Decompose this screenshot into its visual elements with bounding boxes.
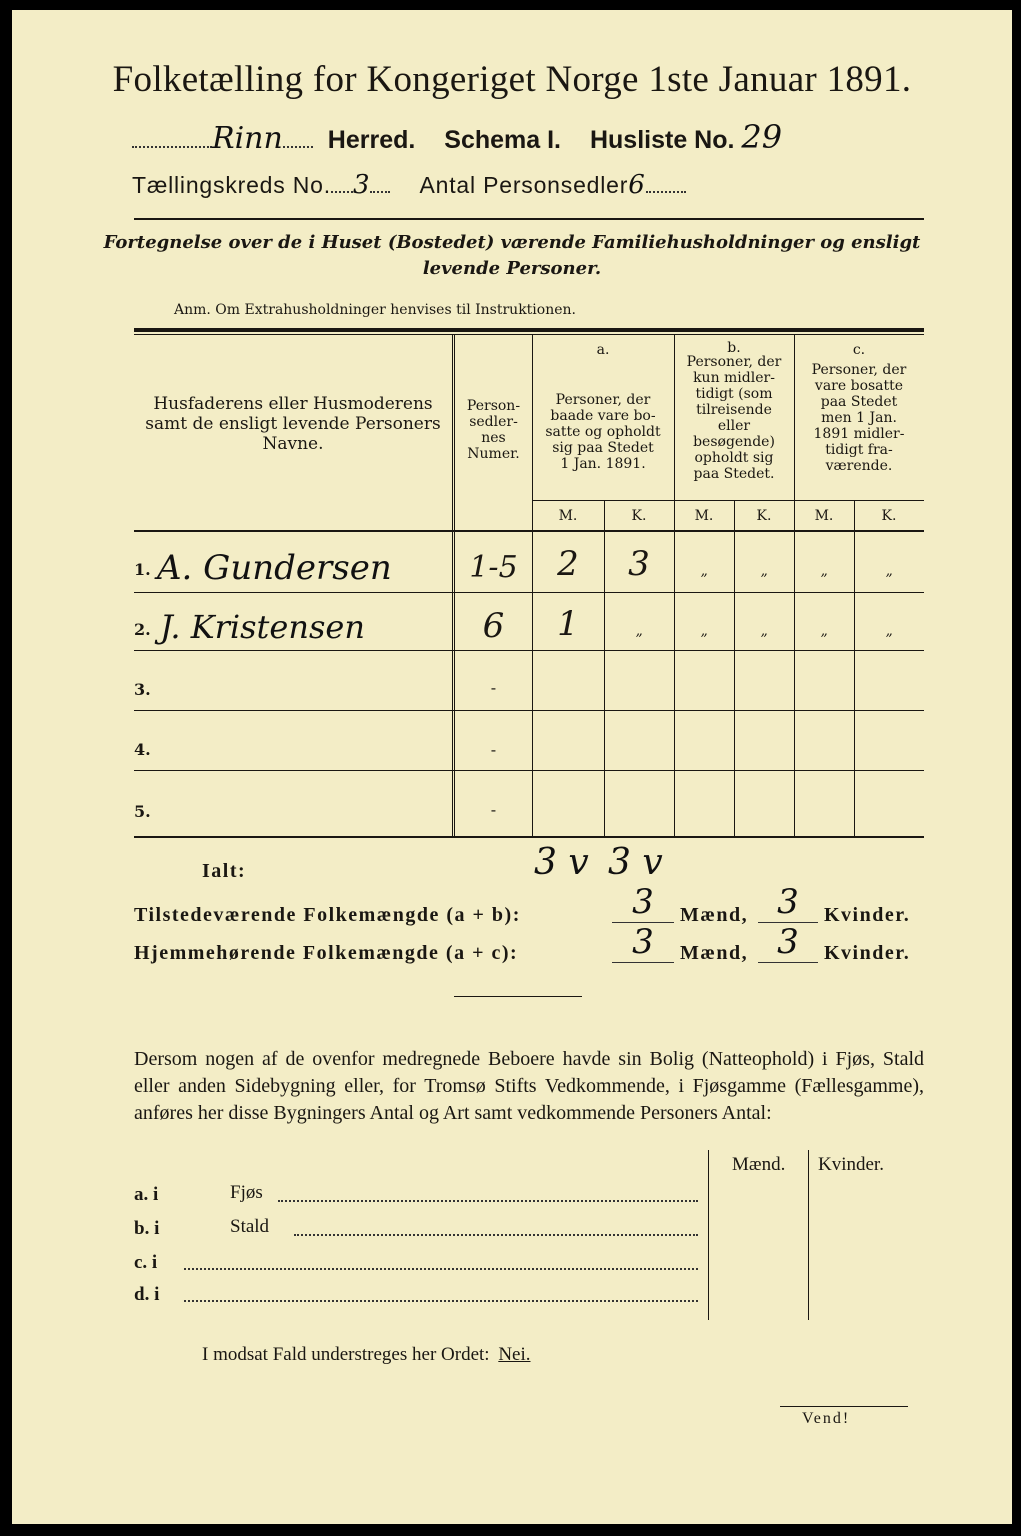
row-1-c-k: ” [885,572,893,588]
ialt-k: 3 v [608,842,663,883]
nei-word: Nei. [498,1344,531,1365]
buildings-col-kvinder: Kvinder. [818,1154,884,1175]
building-b-letter: b. i [134,1218,160,1239]
col-a-letter: a. [596,342,610,358]
antal-label: Antal Personsedler [419,172,629,198]
table-bottom [134,836,924,838]
buildings-paragraph: Dersom nogen af de ovenfor medregnede Beboere havde sin Bolig (Natteophold) i Fjøs, Stald eller anden Sidebygning eller, for Tromsø Stifts Vedkommende, i Fjøsgamme (Fællesgamme), anføres her disse Bygningers Antal og Art samt vedkommende Personers Antal: [134,1048,924,1124]
col-b-letter: b. [727,340,741,356]
row-1-name: A. Gundersen [157,548,392,588]
row-1-a-m: 2 [557,544,579,584]
tilstede-label: Tilstedeværende Folkemængde (a + b): [134,904,521,926]
row-3-numer: - [490,678,497,697]
row-2-numer: 6 [482,606,505,646]
row-2-a-m: 1 [557,604,579,644]
intro-note: Anm. Om Extrahusholdninger henvises til Instruktionen. [174,302,576,318]
kreds-value: 3 [352,170,371,200]
intro-line-2: levende Personer. [422,258,602,279]
col-header-a: Personer, der baade vare bo- satte og opholdt sig paa Stedet 1 Jan. 1891. [545,392,661,472]
row-1-b-m: ” [700,572,708,588]
row-3-num: 3. [134,680,151,699]
col-header-b: Personer, der kun midler- tidigt (som tilreisende eller besøgende) opholdt sig paa Stedet. [686,354,782,482]
col-a-k: K. [631,508,647,524]
table-header-bottom [134,530,924,532]
form-title: Folketælling for Kongeriget Norge 1ste Januar 1891. [112,59,912,100]
row-2-c-m: ” [820,632,828,648]
building-d-letter: d. i [134,1284,160,1305]
row-2-num: 2. [134,620,151,639]
building-c-letter: c. i [134,1252,158,1273]
row-1-num: 1. [134,560,151,579]
tilstede-m: 3 [612,882,674,923]
kreds-label: Tællingskreds No. [132,172,331,198]
row-1-numer: 1-5 [469,550,518,585]
tilstede-k: 3 [758,882,818,923]
row-2-c-k: ” [885,632,893,648]
vend-label: Vend! [802,1410,851,1427]
col-b-m: M. [694,508,714,524]
hjemme-k: 3 [758,922,818,963]
building-a-letter: a. i [134,1184,159,1205]
col-header-c: Personer, der vare bosatte paa Stedet men 1 Jan. 1891 midler- tidigt fra- værende. [811,362,907,474]
schema-label: Schema I. [444,126,562,154]
nei-sentence: I modsat Fald understreges her Ordet: [202,1344,490,1365]
building-a-label: Fjøs [230,1182,263,1203]
row-4-num: 4. [134,740,151,759]
col-header-names: Husfaderens eller Husmoderens samt de ensligt levende Personers Navne. [145,394,441,454]
row-2-a-k: ” [635,632,643,648]
col-a-m: M. [558,508,578,524]
header-line-2 [132,118,932,156]
husliste-label: Husliste No. [589,126,735,154]
hjemme-label: Hjemmehørende Folkemængde (a + c): [134,942,519,964]
row-1-c-m: ” [820,572,828,588]
building-b-label: Stald [230,1216,270,1237]
col-b-k: K. [756,508,772,524]
table-top-rule [134,328,924,332]
row-2-b-m: ” [700,632,708,648]
hjemme-maend: Mænd, [680,942,749,964]
row-2-name: J. Kristensen [160,608,365,646]
ialt-m: 3 v [534,842,589,883]
col-c-letter: c. [852,342,866,358]
row-5-num: 5. [134,802,151,821]
herred-value: Rinn [212,121,283,156]
buildings-col-maend: Mænd. [732,1154,786,1175]
ialt-label: Ialt: [202,860,247,882]
col-c-k: K. [881,508,897,524]
row-1-b-k: ” [760,572,768,588]
tilstede-kvinder: Kvinder. [824,904,911,926]
col-header-numer: Person- sedler- nes Numer. [466,398,521,462]
hjemme-m: 3 [612,922,674,963]
divider [134,218,924,220]
herred-label: Herred. [327,126,416,154]
row-5-numer: - [490,800,497,819]
tilstede-maend: Mænd, [680,904,749,926]
antal-value: 6 [628,170,646,200]
row-1-a-k: 3 [628,544,650,584]
census-form [12,10,1012,1524]
short-divider [454,996,582,997]
row-4-numer: - [490,740,497,759]
hjemme-kvinder: Kvinder. [824,942,911,964]
header-line-3 [132,170,932,200]
intro-line-1: Fortegnelse over de i Huset (Bostedet) værende Familiehusholdninger og ensligt [103,232,921,253]
nei-text [202,1344,531,1366]
husliste-value: 29 [741,118,783,156]
row-2-b-k: ” [760,632,768,648]
col-c-m: M. [814,508,834,524]
